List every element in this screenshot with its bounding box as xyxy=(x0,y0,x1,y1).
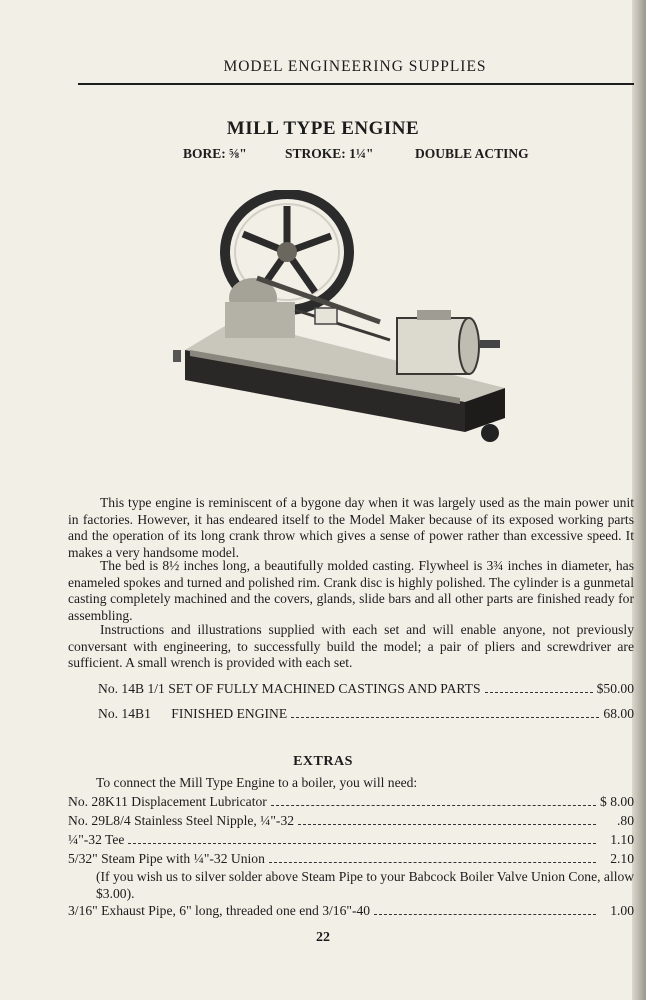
extra-label: 3/16" Exhaust Pipe, 6" long, threaded one end 3/16"-40 xyxy=(68,903,371,918)
leader-dots xyxy=(128,834,596,844)
extra-price: 1.00 xyxy=(610,903,634,918)
leader-dots xyxy=(374,905,596,915)
order-price: 68.00 xyxy=(603,706,634,721)
leader-dots xyxy=(291,708,599,718)
leader-dots xyxy=(298,815,596,825)
extra-price: $ 8.00 xyxy=(600,794,634,809)
leader-dots xyxy=(271,796,596,806)
silver-solder-note: (If you wish us to silver solder above Steam Pipe to your Babcock Boiler Valve Union Cone, allow $3.00). xyxy=(96,869,635,901)
page-number: 22 xyxy=(316,930,330,945)
product-title: MILL TYPE ENGINE xyxy=(226,118,420,139)
extra-item xyxy=(68,832,634,848)
action-spec: DOUBLE ACTING xyxy=(415,146,529,161)
order-price: $50.00 xyxy=(596,681,634,696)
extra-label: No. 28K11 Displacement Lubricator xyxy=(68,794,267,809)
engine-photo xyxy=(165,190,520,470)
order-line-14b1 xyxy=(98,706,634,722)
leader-dots xyxy=(485,683,593,693)
bed-bolt-left xyxy=(173,350,181,362)
extra-item xyxy=(68,903,634,919)
description-paragraph-2: The bed is 8½ inches long, a beautifully molded casting. Flywheel is 3¾ inches in diameter, has enameled spokes and turned and polished rim. Crank disc is highly polished. The cylinder is a gunmetal casting completely machined and the covers, glands, slide bars and all other parts are finished ready for assembling. xyxy=(68,558,634,623)
extra-label: No. 29L8/4 Stainless Steel Nipple, ¼"-32 xyxy=(68,813,295,828)
page-edge xyxy=(632,0,646,1000)
slide-bars xyxy=(295,310,390,340)
extra-price: .80 xyxy=(617,813,634,828)
bore-spec: BORE: ⅝" xyxy=(183,146,247,161)
order-line-14b xyxy=(98,681,634,697)
bed-foot-right xyxy=(481,424,499,442)
order-label: No. 14B 1/1 SET OF FULLY MACHINED CASTINGS AND PARTS xyxy=(98,681,481,696)
page-header: MODEL ENGINEERING SUPPLIES xyxy=(223,58,487,75)
header-rule xyxy=(78,83,634,85)
leader-dots xyxy=(269,853,596,863)
description-paragraph-1: This type engine is reminiscent of a bygone day when it was largely used as the main power unit in factories. However, it has endeared itself to the Model Maker because of its exposed working parts and the operation of its long crank throw which gives a sense of power rather than excessive speed. It makes a very handsome model. xyxy=(68,495,634,560)
extra-label: 5/32" Steam Pipe with ¼"-32 Union xyxy=(68,851,265,866)
extra-label: ¼"-32 Tee xyxy=(68,832,125,847)
order-label: No. 14B1 FINISHED ENGINE xyxy=(98,706,288,721)
extra-price: 2.10 xyxy=(610,851,634,866)
extra-price: 1.10 xyxy=(610,832,634,847)
extra-item xyxy=(68,851,634,867)
description-paragraph-3: Instructions and illustrations supplied with each set and will enable anyone, not previously conversant with engineering, to successfully build the model; a pair of pliers and screwdriver are sufficient. A small wrench is provided with each set. xyxy=(68,622,634,670)
stroke-spec: STROKE: 1¼" xyxy=(285,146,374,161)
extras-intro: To connect the Mill Type Engine to a boiler, you will need: xyxy=(96,775,418,790)
extras-heading: EXTRAS xyxy=(293,754,353,769)
extra-item xyxy=(68,813,634,829)
extra-item xyxy=(68,794,634,810)
